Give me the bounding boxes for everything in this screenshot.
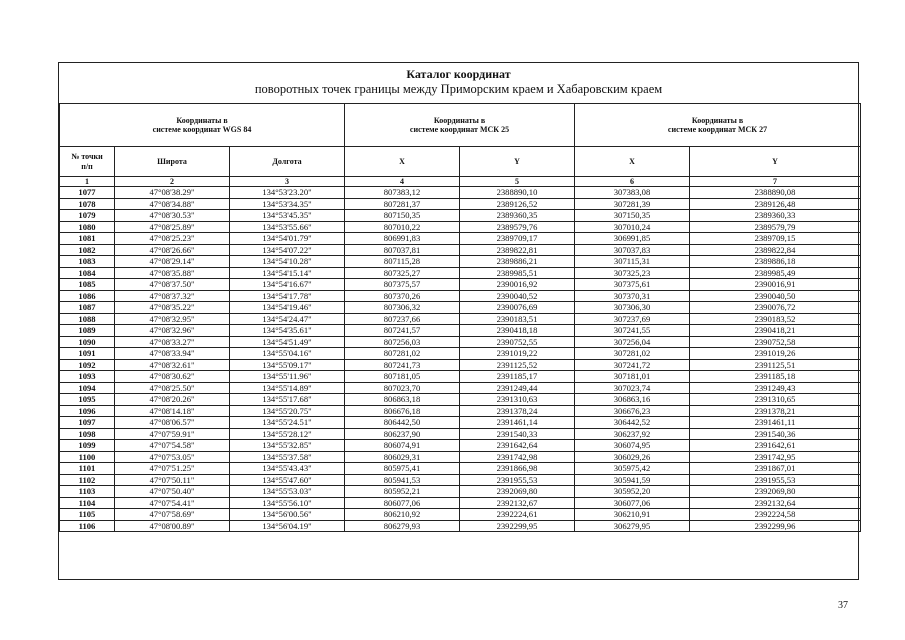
table-row <box>60 290 861 302</box>
longitude-cell: 134°53'23.20" <box>230 187 345 199</box>
y-msk27-cell: 2391955,53 <box>690 474 861 486</box>
y-msk27-cell: 2391867,01 <box>690 463 861 475</box>
y-msk27-cell: 2392069,80 <box>690 486 861 498</box>
y-msk25-cell: 2391125,52 <box>460 359 575 371</box>
point-number-cell: 1089 <box>60 325 115 337</box>
x-msk25-cell: 806991,83 <box>345 233 460 245</box>
latitude-cell: 47°08'38.29" <box>115 187 230 199</box>
latitude-cell: 47°07'53.05" <box>115 451 230 463</box>
x-msk27-cell: 306991,85 <box>575 233 690 245</box>
longitude-cell: 134°55'37.58" <box>230 451 345 463</box>
x-msk25-cell: 807023,70 <box>345 382 460 394</box>
y-msk25-cell: 2389360,35 <box>460 210 575 222</box>
x-msk25-cell: 805975,41 <box>345 463 460 475</box>
table-row <box>60 417 861 429</box>
point-number-cell: 1102 <box>60 474 115 486</box>
x-msk25-cell: 806279,93 <box>345 520 460 532</box>
x-msk25-cell: 807375,57 <box>345 279 460 291</box>
y-msk27-cell: 2392299,96 <box>690 520 861 532</box>
coordinates-table <box>59 103 861 532</box>
latitude-cell: 47°08'30.53" <box>115 210 230 222</box>
y-msk25-cell: 2389985,51 <box>460 267 575 279</box>
longitude-cell: 134°55'09.17" <box>230 359 345 371</box>
table-row <box>60 198 861 210</box>
latitude-cell: 47°08'33.27" <box>115 336 230 348</box>
x-msk27-cell: 307241,55 <box>575 325 690 337</box>
x-msk27-cell: 307306,30 <box>575 302 690 314</box>
y-msk25-cell: 2391742,98 <box>460 451 575 463</box>
latitude-cell: 47°07'54.58" <box>115 440 230 452</box>
latitude-cell: 47°08'37.50" <box>115 279 230 291</box>
point-number-cell: 1079 <box>60 210 115 222</box>
y-msk25-cell: 2389822,81 <box>460 244 575 256</box>
y-msk25-cell: 2392132,67 <box>460 497 575 509</box>
point-number-cell: 1098 <box>60 428 115 440</box>
table-row <box>60 233 861 245</box>
point-number-cell: 1083 <box>60 256 115 268</box>
latitude-cell: 47°07'54.41" <box>115 497 230 509</box>
latitude-cell: 47°08'25.23" <box>115 233 230 245</box>
header-longitude: Долгота <box>230 147 345 177</box>
page-number: 37 <box>838 600 848 611</box>
y-msk25-cell: 2391866,98 <box>460 463 575 475</box>
header-y-msk25: Y <box>460 147 575 177</box>
longitude-cell: 134°54'19.46" <box>230 302 345 314</box>
longitude-cell: 134°55'53.03" <box>230 486 345 498</box>
y-msk25-cell: 2391540,33 <box>460 428 575 440</box>
table-row <box>60 497 861 509</box>
point-number-cell: 1093 <box>60 371 115 383</box>
y-msk25-cell: 2391249,44 <box>460 382 575 394</box>
point-number-cell: 1085 <box>60 279 115 291</box>
table-row <box>60 336 861 348</box>
header-wgs84: Координаты в системе координат WGS 84 <box>60 104 345 147</box>
x-msk27-cell: 306210,91 <box>575 509 690 521</box>
latitude-cell: 47°08'30.62" <box>115 371 230 383</box>
y-msk27-cell: 2389579,79 <box>690 221 861 233</box>
longitude-cell: 134°53'55.66" <box>230 221 345 233</box>
table-row <box>60 187 861 199</box>
table-row <box>60 313 861 325</box>
y-msk27-cell: 2389709,15 <box>690 233 861 245</box>
longitude-cell: 134°54'01.79" <box>230 233 345 245</box>
longitude-cell: 134°53'45.35" <box>230 210 345 222</box>
longitude-cell: 134°55'14.89" <box>230 382 345 394</box>
header-msk25: Координаты в системе координат МСК 25 <box>345 104 575 147</box>
x-msk27-cell: 306279,95 <box>575 520 690 532</box>
y-msk25-cell: 2391019,22 <box>460 348 575 360</box>
y-msk25-cell: 2389709,17 <box>460 233 575 245</box>
y-msk25-cell: 2391461,14 <box>460 417 575 429</box>
y-msk27-cell: 2391019,26 <box>690 348 861 360</box>
header-latitude: Широта <box>115 147 230 177</box>
x-msk27-cell: 307281,39 <box>575 198 690 210</box>
longitude-cell: 134°54'35.61" <box>230 325 345 337</box>
latitude-cell: 47°08'20.26" <box>115 394 230 406</box>
y-msk25-cell: 2390040,52 <box>460 290 575 302</box>
column-number: 7 <box>690 177 861 187</box>
column-number: 4 <box>345 177 460 187</box>
y-msk27-cell: 2391540,36 <box>690 428 861 440</box>
x-msk27-cell: 307256,04 <box>575 336 690 348</box>
y-msk27-cell: 2392132,64 <box>690 497 861 509</box>
y-msk27-cell: 2389822,84 <box>690 244 861 256</box>
longitude-cell: 134°56'00.56" <box>230 509 345 521</box>
x-msk27-cell: 307037,83 <box>575 244 690 256</box>
x-msk27-cell: 307237,69 <box>575 313 690 325</box>
point-number-cell: 1080 <box>60 221 115 233</box>
header-msk27: Координаты в системе координат МСК 27 <box>575 104 861 147</box>
latitude-cell: 47°08'26.66" <box>115 244 230 256</box>
table-row <box>60 509 861 521</box>
latitude-cell: 47°08'06.57" <box>115 417 230 429</box>
table-row <box>60 428 861 440</box>
y-msk25-cell: 2389126,52 <box>460 198 575 210</box>
header-y-msk27: Y <box>690 147 861 177</box>
point-number-cell: 1097 <box>60 417 115 429</box>
table-row <box>60 221 861 233</box>
longitude-cell: 134°55'17.68" <box>230 394 345 406</box>
x-msk27-cell: 307241,72 <box>575 359 690 371</box>
x-msk25-cell: 807150,35 <box>345 210 460 222</box>
x-msk27-cell: 305952,20 <box>575 486 690 498</box>
table-row <box>60 371 861 383</box>
longitude-cell: 134°55'28.12" <box>230 428 345 440</box>
table-row <box>60 486 861 498</box>
point-number-cell: 1077 <box>60 187 115 199</box>
x-msk27-cell: 307023,74 <box>575 382 690 394</box>
table-row <box>60 302 861 314</box>
y-msk27-cell: 2388890,08 <box>690 187 861 199</box>
y-msk25-cell: 2391955,53 <box>460 474 575 486</box>
y-msk27-cell: 2390752,58 <box>690 336 861 348</box>
latitude-cell: 47°08'32.96" <box>115 325 230 337</box>
x-msk27-cell: 307370,31 <box>575 290 690 302</box>
column-number: 1 <box>60 177 115 187</box>
x-msk27-cell: 307281,02 <box>575 348 690 360</box>
latitude-cell: 47°07'51.25" <box>115 463 230 475</box>
table-row <box>60 279 861 291</box>
y-msk25-cell: 2391378,24 <box>460 405 575 417</box>
latitude-cell: 47°07'50.11" <box>115 474 230 486</box>
catalog-title: Каталог координат <box>406 67 511 81</box>
header-point-number: № точки п/п <box>60 147 115 177</box>
title-block <box>59 63 858 104</box>
table-row <box>60 267 861 279</box>
point-number-cell: 1105 <box>60 509 115 521</box>
point-number-cell: 1090 <box>60 336 115 348</box>
y-msk25-cell: 2389886,21 <box>460 256 575 268</box>
longitude-cell: 134°53'34.35" <box>230 198 345 210</box>
latitude-cell: 47°08'34.88" <box>115 198 230 210</box>
y-msk25-cell: 2391185,17 <box>460 371 575 383</box>
longitude-cell: 134°55'11.96" <box>230 371 345 383</box>
x-msk25-cell: 807037,81 <box>345 244 460 256</box>
x-msk25-cell: 806029,31 <box>345 451 460 463</box>
x-msk27-cell: 307325,23 <box>575 267 690 279</box>
y-msk27-cell: 2391125,51 <box>690 359 861 371</box>
latitude-cell: 47°08'32.95" <box>115 313 230 325</box>
y-msk25-cell: 2390418,18 <box>460 325 575 337</box>
latitude-cell: 47°08'35.88" <box>115 267 230 279</box>
latitude-cell: 47°08'25.89" <box>115 221 230 233</box>
point-number-cell: 1094 <box>60 382 115 394</box>
table-row <box>60 474 861 486</box>
y-msk25-cell: 2388890,10 <box>460 187 575 199</box>
x-msk25-cell: 807281,02 <box>345 348 460 360</box>
longitude-cell: 134°54'07.22" <box>230 244 345 256</box>
x-msk25-cell: 806237,90 <box>345 428 460 440</box>
table-row <box>60 382 861 394</box>
y-msk25-cell: 2390183,51 <box>460 313 575 325</box>
table-row <box>60 210 861 222</box>
table-row <box>60 451 861 463</box>
y-msk25-cell: 2389579,76 <box>460 221 575 233</box>
point-number-cell: 1100 <box>60 451 115 463</box>
longitude-cell: 134°54'24.47" <box>230 313 345 325</box>
x-msk27-cell: 305941,59 <box>575 474 690 486</box>
x-msk25-cell: 806210,92 <box>345 509 460 521</box>
x-msk25-cell: 805952,21 <box>345 486 460 498</box>
x-msk25-cell: 807010,22 <box>345 221 460 233</box>
x-msk27-cell: 306676,23 <box>575 405 690 417</box>
longitude-cell: 134°55'43.43" <box>230 463 345 475</box>
x-msk27-cell: 306029,26 <box>575 451 690 463</box>
x-msk25-cell: 807256,03 <box>345 336 460 348</box>
y-msk25-cell: 2392224,61 <box>460 509 575 521</box>
y-msk25-cell: 2392069,80 <box>460 486 575 498</box>
y-msk27-cell: 2391249,43 <box>690 382 861 394</box>
longitude-cell: 134°55'04.16" <box>230 348 345 360</box>
longitude-cell: 134°54'16.67" <box>230 279 345 291</box>
header-x-msk27: X <box>575 147 690 177</box>
x-msk25-cell: 807370,26 <box>345 290 460 302</box>
point-number-cell: 1096 <box>60 405 115 417</box>
y-msk25-cell: 2391642,64 <box>460 440 575 452</box>
table-row <box>60 405 861 417</box>
y-msk27-cell: 2391310,65 <box>690 394 861 406</box>
x-msk25-cell: 807241,73 <box>345 359 460 371</box>
y-msk27-cell: 2391461,11 <box>690 417 861 429</box>
latitude-cell: 47°08'00.89" <box>115 520 230 532</box>
x-msk25-cell: 807241,57 <box>345 325 460 337</box>
table-row <box>60 348 861 360</box>
y-msk27-cell: 2389985,49 <box>690 267 861 279</box>
table-row <box>60 359 861 371</box>
table-row <box>60 394 861 406</box>
table-body <box>60 187 861 532</box>
x-msk27-cell: 307150,35 <box>575 210 690 222</box>
x-msk25-cell: 806442,50 <box>345 417 460 429</box>
x-msk27-cell: 306442,52 <box>575 417 690 429</box>
point-number-cell: 1086 <box>60 290 115 302</box>
x-msk25-cell: 807306,32 <box>345 302 460 314</box>
x-msk27-cell: 307181,01 <box>575 371 690 383</box>
x-msk25-cell: 807115,28 <box>345 256 460 268</box>
column-number: 2 <box>115 177 230 187</box>
y-msk27-cell: 2391642,61 <box>690 440 861 452</box>
table-row <box>60 520 861 532</box>
point-number-cell: 1087 <box>60 302 115 314</box>
longitude-cell: 134°56'04.19" <box>230 520 345 532</box>
x-msk25-cell: 807325,27 <box>345 267 460 279</box>
point-number-cell: 1092 <box>60 359 115 371</box>
point-number-cell: 1106 <box>60 520 115 532</box>
x-msk25-cell: 807181,05 <box>345 371 460 383</box>
y-msk25-cell: 2390752,55 <box>460 336 575 348</box>
longitude-cell: 134°55'47.60" <box>230 474 345 486</box>
y-msk27-cell: 2390418,21 <box>690 325 861 337</box>
x-msk27-cell: 307375,61 <box>575 279 690 291</box>
point-number-cell: 1081 <box>60 233 115 245</box>
longitude-cell: 134°55'20.75" <box>230 405 345 417</box>
x-msk25-cell: 807281,37 <box>345 198 460 210</box>
longitude-cell: 134°54'10.28" <box>230 256 345 268</box>
x-msk27-cell: 305975,42 <box>575 463 690 475</box>
latitude-cell: 47°08'32.61" <box>115 359 230 371</box>
point-number-cell: 1088 <box>60 313 115 325</box>
y-msk25-cell: 2390016,92 <box>460 279 575 291</box>
header-x-msk25: X <box>345 147 460 177</box>
longitude-cell: 134°55'24.51" <box>230 417 345 429</box>
y-msk27-cell: 2389360,33 <box>690 210 861 222</box>
column-number: 5 <box>460 177 575 187</box>
table-row <box>60 256 861 268</box>
x-msk27-cell: 307115,31 <box>575 256 690 268</box>
y-msk27-cell: 2392224,58 <box>690 509 861 521</box>
x-msk25-cell: 805941,53 <box>345 474 460 486</box>
y-msk27-cell: 2390076,72 <box>690 302 861 314</box>
point-number-cell: 1078 <box>60 198 115 210</box>
longitude-cell: 134°55'56.10" <box>230 497 345 509</box>
x-msk27-cell: 307010,24 <box>575 221 690 233</box>
y-msk27-cell: 2390183,52 <box>690 313 861 325</box>
x-msk27-cell: 306074,95 <box>575 440 690 452</box>
y-msk27-cell: 2391742,95 <box>690 451 861 463</box>
y-msk27-cell: 2389126,48 <box>690 198 861 210</box>
y-msk25-cell: 2390076,69 <box>460 302 575 314</box>
latitude-cell: 47°08'35.22" <box>115 302 230 314</box>
y-msk27-cell: 2391185,18 <box>690 371 861 383</box>
x-msk27-cell: 306863,16 <box>575 394 690 406</box>
longitude-cell: 134°54'51.49" <box>230 336 345 348</box>
y-msk27-cell: 2390016,91 <box>690 279 861 291</box>
latitude-cell: 47°07'59.91" <box>115 428 230 440</box>
latitude-cell: 47°07'50.40" <box>115 486 230 498</box>
y-msk25-cell: 2392299,95 <box>460 520 575 532</box>
point-number-cell: 1091 <box>60 348 115 360</box>
x-msk25-cell: 806863,18 <box>345 394 460 406</box>
point-number-cell: 1095 <box>60 394 115 406</box>
x-msk25-cell: 806077,06 <box>345 497 460 509</box>
y-msk25-cell: 2391310,63 <box>460 394 575 406</box>
latitude-cell: 47°07'58.69" <box>115 509 230 521</box>
x-msk27-cell: 306077,06 <box>575 497 690 509</box>
latitude-cell: 47°08'29.14" <box>115 256 230 268</box>
x-msk25-cell: 807237,66 <box>345 313 460 325</box>
catalog-subtitle: поворотных точек границы между Приморским краем и Хабаровским краем <box>254 82 663 96</box>
point-number-cell: 1101 <box>60 463 115 475</box>
x-msk27-cell: 306237,92 <box>575 428 690 440</box>
latitude-cell: 47°08'33.94" <box>115 348 230 360</box>
column-number: 6 <box>575 177 690 187</box>
point-number-cell: 1084 <box>60 267 115 279</box>
latitude-cell: 47°08'37.32" <box>115 290 230 302</box>
column-number: 3 <box>230 177 345 187</box>
table-row <box>60 463 861 475</box>
latitude-cell: 47°08'25.50" <box>115 382 230 394</box>
latitude-cell: 47°08'14.18" <box>115 405 230 417</box>
longitude-cell: 134°54'17.78" <box>230 290 345 302</box>
longitude-cell: 134°54'15.14" <box>230 267 345 279</box>
y-msk27-cell: 2391378,21 <box>690 405 861 417</box>
table-row <box>60 440 861 452</box>
point-number-cell: 1099 <box>60 440 115 452</box>
coordinate-catalog <box>58 62 859 580</box>
table-row <box>60 244 861 256</box>
x-msk27-cell: 307383,08 <box>575 187 690 199</box>
longitude-cell: 134°55'32.85" <box>230 440 345 452</box>
y-msk27-cell: 2389886,18 <box>690 256 861 268</box>
point-number-cell: 1082 <box>60 244 115 256</box>
x-msk25-cell: 807383,12 <box>345 187 460 199</box>
y-msk27-cell: 2390040,50 <box>690 290 861 302</box>
table-row <box>60 325 861 337</box>
x-msk25-cell: 806676,18 <box>345 405 460 417</box>
point-number-cell: 1104 <box>60 497 115 509</box>
point-number-cell: 1103 <box>60 486 115 498</box>
x-msk25-cell: 806074,91 <box>345 440 460 452</box>
